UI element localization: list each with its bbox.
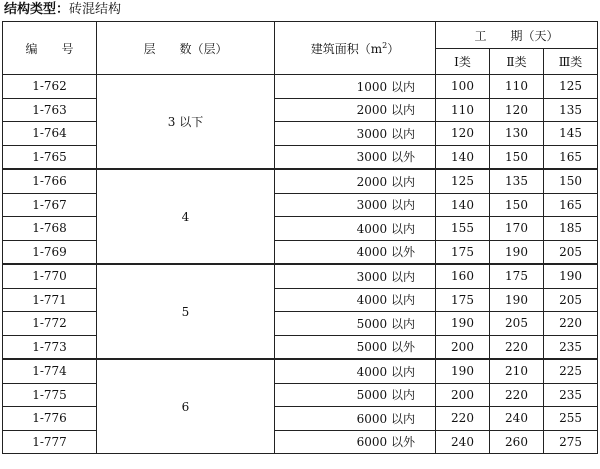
cell-class-2: 110 xyxy=(490,75,544,99)
table-row xyxy=(3,145,598,169)
table-row xyxy=(3,288,598,312)
cell-class-2: 150 xyxy=(490,145,544,169)
cell-class-3: 275 xyxy=(544,430,598,454)
cell-class-2: 150 xyxy=(490,193,544,217)
cell-area: 4000 以外 xyxy=(275,240,436,264)
cell-class-3: 150 xyxy=(544,169,598,193)
cell-floors: 5 xyxy=(97,264,275,359)
table-row xyxy=(3,312,598,336)
table-body xyxy=(3,75,598,454)
cell-code: 1-776 xyxy=(3,407,97,431)
table-row xyxy=(3,335,598,359)
cell-area: 5000 以外 xyxy=(275,335,436,359)
cell-class-2: 130 xyxy=(490,122,544,146)
cell-class-1: 120 xyxy=(436,122,490,146)
cell-area: 1000 以内 xyxy=(275,75,436,99)
table-row xyxy=(3,407,598,431)
cell-class-1: 125 xyxy=(436,169,490,193)
table-caption xyxy=(4,1,121,19)
cell-class-2: 135 xyxy=(490,169,544,193)
cell-class-3: 145 xyxy=(544,122,598,146)
cell-floors: 4 xyxy=(97,169,275,264)
table-row xyxy=(3,359,598,383)
cell-code: 1-774 xyxy=(3,359,97,383)
cell-class-3: 235 xyxy=(544,335,598,359)
cell-class-1: 220 xyxy=(436,407,490,431)
cell-class-1: 240 xyxy=(436,430,490,454)
cell-class-1: 110 xyxy=(436,98,490,122)
cell-class-3: 190 xyxy=(544,264,598,288)
cell-class-2: 260 xyxy=(490,430,544,454)
cell-code: 1-777 xyxy=(3,430,97,454)
cell-area: 3000 以外 xyxy=(275,145,436,169)
header-floors: 层 数（层） xyxy=(97,22,275,75)
cell-class-2: 210 xyxy=(490,359,544,383)
header-area: 建筑面积$(m^2)$ xyxy=(275,22,436,75)
cell-code: 1-766 xyxy=(3,169,97,193)
cell-code: 1-763 xyxy=(3,98,97,122)
cell-area: 3000 以内 xyxy=(275,264,436,288)
cell-area: 4000 以内 xyxy=(275,217,436,241)
cell-class-1: 140 xyxy=(436,145,490,169)
cell-area: 2000 以内 xyxy=(275,169,436,193)
cell-class-1: 160 xyxy=(436,264,490,288)
table-row xyxy=(3,75,598,99)
header-class-1: Ⅰ类 xyxy=(436,49,490,75)
cell-class-2: 120 xyxy=(490,98,544,122)
cell-class-3: 205 xyxy=(544,288,598,312)
cell-class-3: 255 xyxy=(544,407,598,431)
cell-area: 3000 以内 xyxy=(275,193,436,217)
table-row xyxy=(3,217,598,241)
cell-code: 1-762 xyxy=(3,75,97,99)
cell-class-2: 190 xyxy=(490,288,544,312)
cell-floors: 3 以下 xyxy=(97,75,275,170)
cell-class-3: 225 xyxy=(544,359,598,383)
cell-class-2: 220 xyxy=(490,335,544,359)
cell-class-1: 190 xyxy=(436,359,490,383)
construction-period-table xyxy=(2,21,598,454)
cell-class-2: 190 xyxy=(490,240,544,264)
table-row xyxy=(3,169,598,193)
table-row xyxy=(3,264,598,288)
cell-code: 1-770 xyxy=(3,264,97,288)
table-row xyxy=(3,122,598,146)
caption-label: 结构类型： xyxy=(4,2,70,17)
cell-code: 1-773 xyxy=(3,335,97,359)
table-row xyxy=(3,193,598,217)
cell-class-1: 200 xyxy=(436,383,490,407)
cell-area: 3000 以内 xyxy=(275,122,436,146)
cell-class-3: 165 xyxy=(544,193,598,217)
cell-class-1: 140 xyxy=(436,193,490,217)
cell-class-2: 170 xyxy=(490,217,544,241)
cell-class-3: 165 xyxy=(544,145,598,169)
table-row xyxy=(3,383,598,407)
cell-code: 1-764 xyxy=(3,122,97,146)
header-period: 工 期（天） xyxy=(436,22,598,49)
cell-area: 6000 以内 xyxy=(275,407,436,431)
cell-class-1: 155 xyxy=(436,217,490,241)
cell-floors: 6 xyxy=(97,359,275,454)
header-code: 编 号 xyxy=(3,22,97,75)
cell-class-1: 175 xyxy=(436,288,490,312)
cell-code: 1-767 xyxy=(3,193,97,217)
cell-class-2: 220 xyxy=(490,383,544,407)
cell-code: 1-768 xyxy=(3,217,97,241)
cell-code: 1-769 xyxy=(3,240,97,264)
cell-class-2: 175 xyxy=(490,264,544,288)
cell-class-1: 200 xyxy=(436,335,490,359)
cell-class-2: 205 xyxy=(490,312,544,336)
cell-area: 2000 以内 xyxy=(275,98,436,122)
table-row xyxy=(3,240,598,264)
cell-class-3: 185 xyxy=(544,217,598,241)
cell-code: 1-772 xyxy=(3,312,97,336)
header-class-2: Ⅱ类 xyxy=(490,49,544,75)
cell-area: 4000 以内 xyxy=(275,359,436,383)
cell-class-1: 190 xyxy=(436,312,490,336)
cell-class-2: 240 xyxy=(490,407,544,431)
cell-area: 5000 以内 xyxy=(275,312,436,336)
cell-class-1: 100 xyxy=(436,75,490,99)
cell-area: 6000 以外 xyxy=(275,430,436,454)
cell-code: 1-771 xyxy=(3,288,97,312)
cell-area: 5000 以内 xyxy=(275,383,436,407)
cell-area: 4000 以内 xyxy=(275,288,436,312)
cell-class-3: 235 xyxy=(544,383,598,407)
caption-value: 砖混结构 xyxy=(69,2,122,17)
cell-code: 1-765 xyxy=(3,145,97,169)
cell-code: 1-775 xyxy=(3,383,97,407)
cell-class-1: 175 xyxy=(436,240,490,264)
table-row xyxy=(3,98,598,122)
table-row xyxy=(3,430,598,454)
header-class-3: Ⅲ类 xyxy=(544,49,598,75)
cell-class-3: 125 xyxy=(544,75,598,99)
cell-class-3: 220 xyxy=(544,312,598,336)
cell-class-3: 135 xyxy=(544,98,598,122)
cell-class-3: 205 xyxy=(544,240,598,264)
